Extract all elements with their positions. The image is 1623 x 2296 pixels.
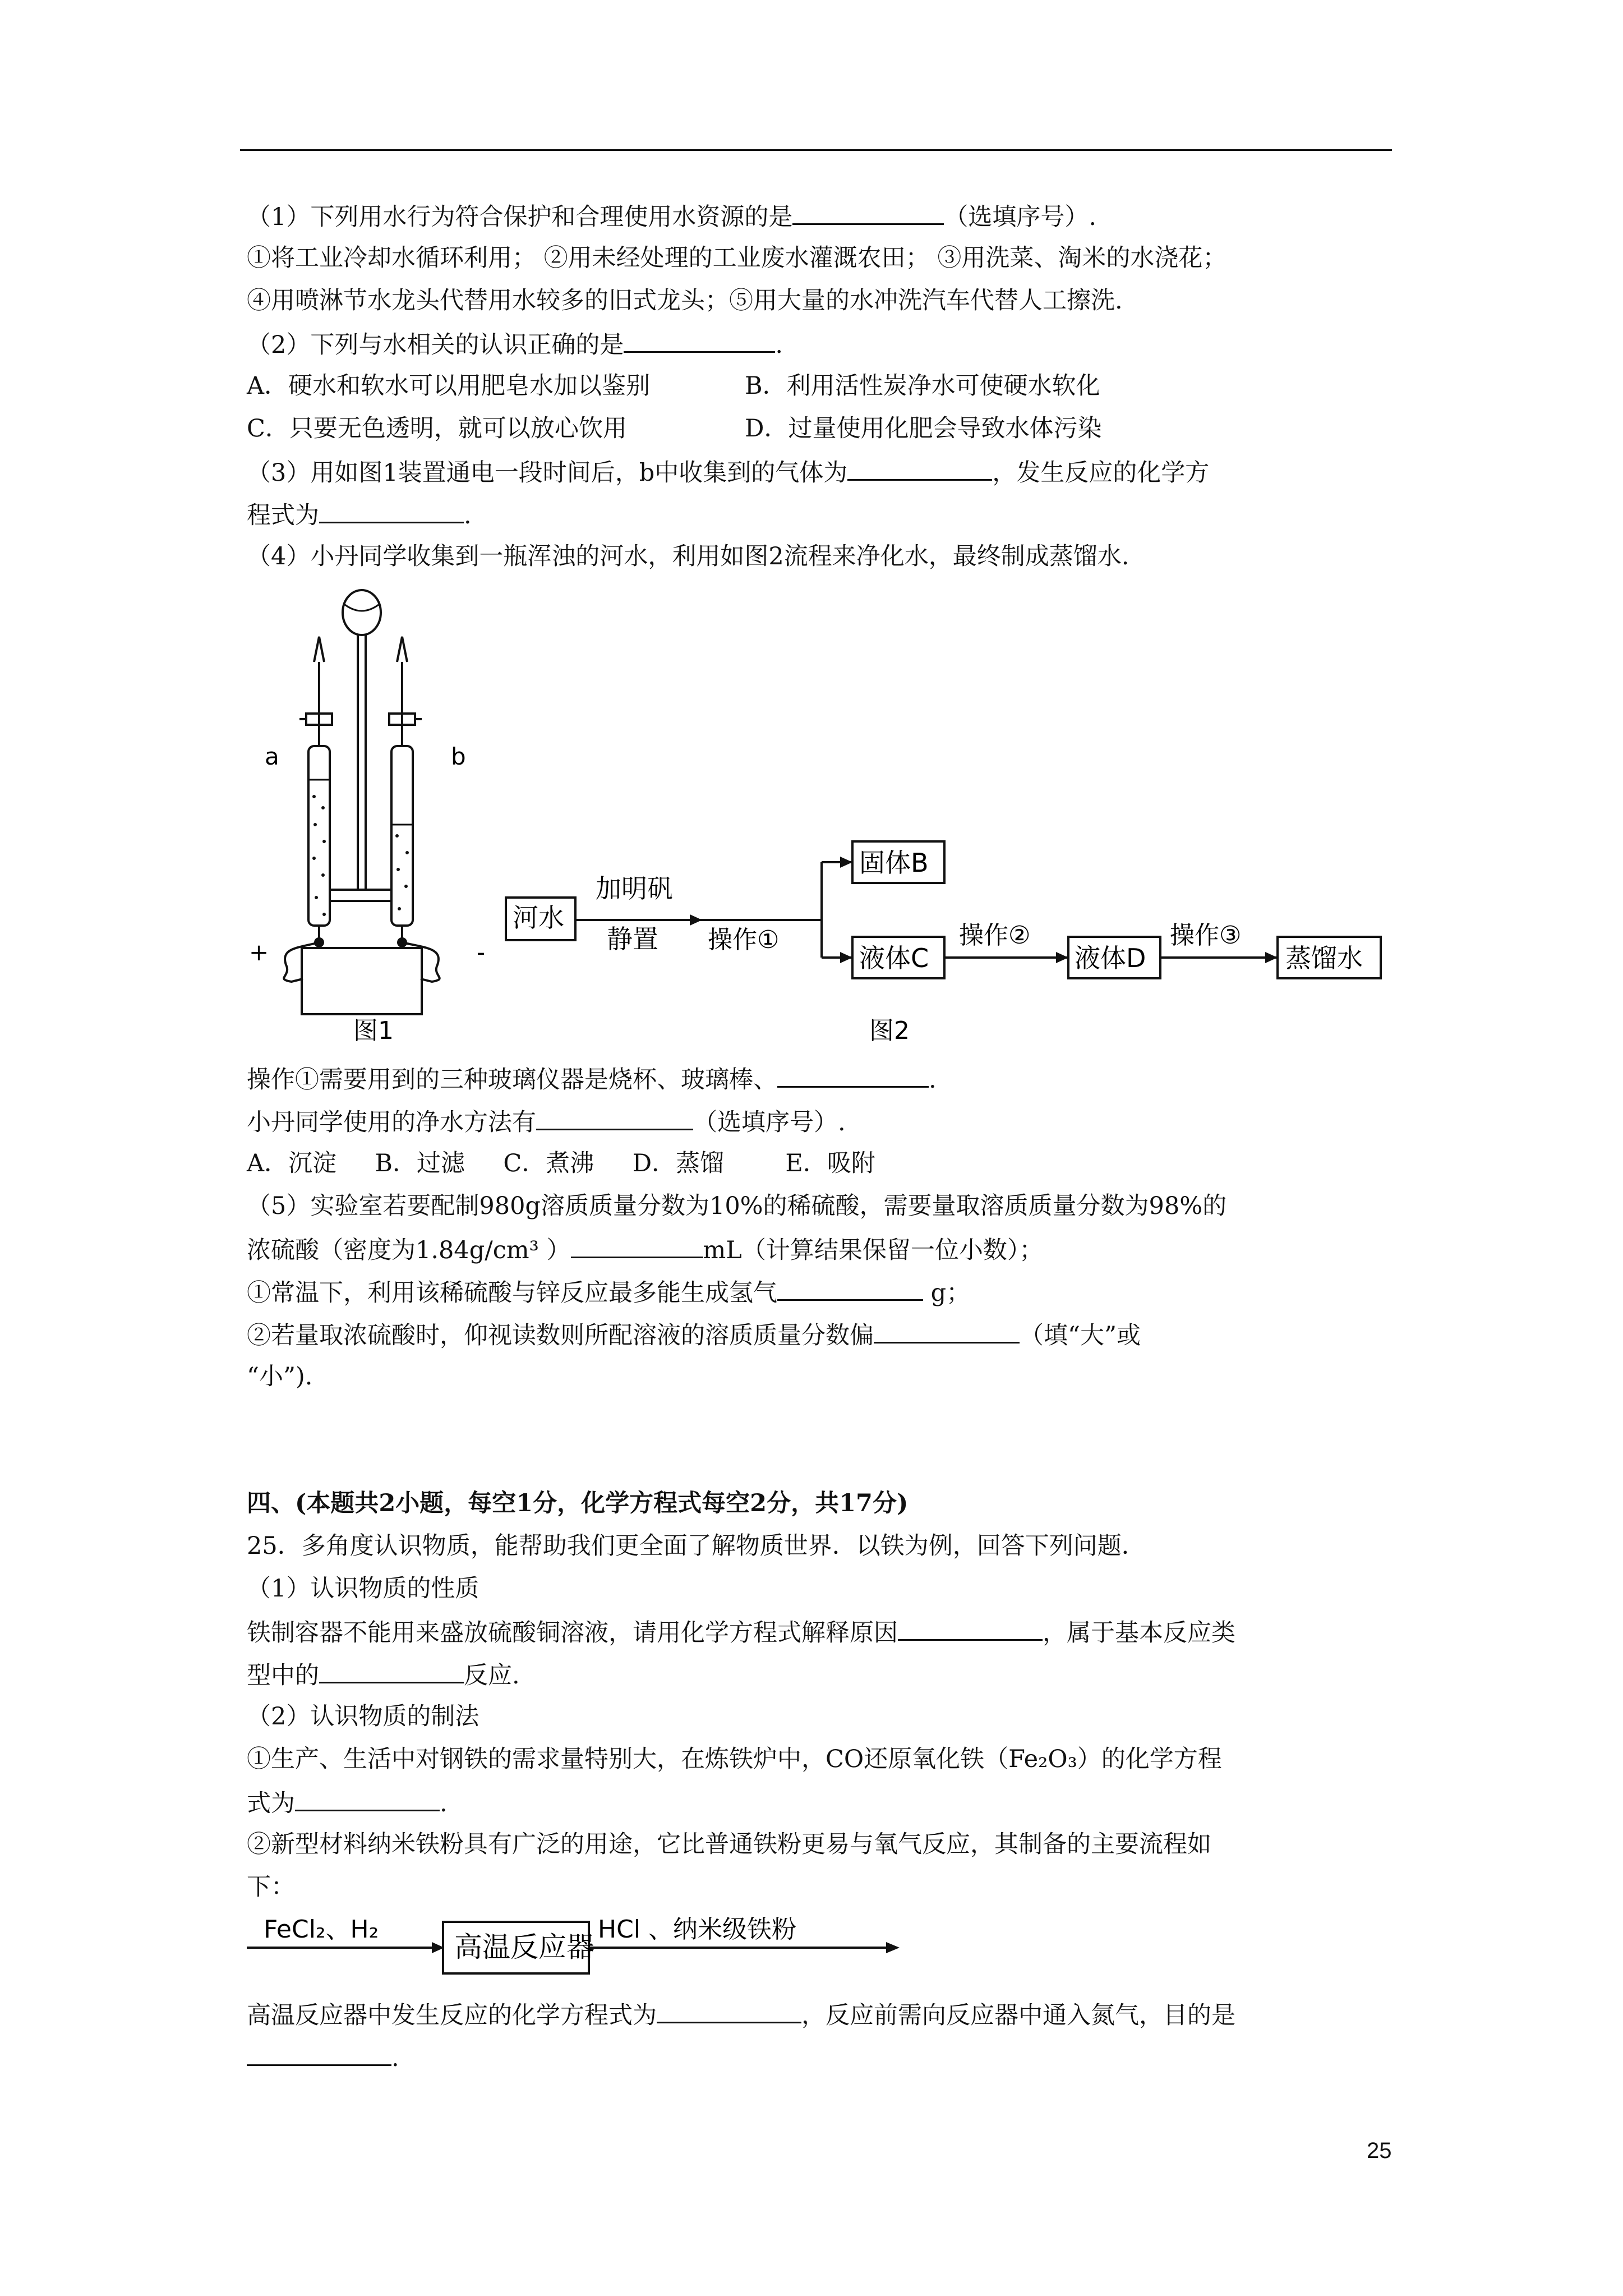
q25-stem: 25．多角度认识物质，能帮助我们更全面了解物质世界．以铁为例，回答下列问题．: [247, 1532, 1146, 1560]
q4-op1-end: .: [929, 1066, 937, 1094]
flow-input-text: FeCl₂、H₂: [264, 1915, 379, 1944]
q2-stem: [247, 326, 783, 362]
q25-p1-text-2-end: 反应.: [464, 1662, 520, 1690]
power-supply: [302, 948, 422, 1014]
text-distilled-water: 蒸馏水: [1285, 943, 1363, 973]
q5-text-4: ②若量取浓硫酸时，仰视读数则所配溶液的溶质质量分数偏: [247, 1322, 874, 1350]
q2-option-d: D．过量使用化肥会导致水体污染: [745, 415, 1102, 443]
q25-p1-text-2: 型中的: [247, 1662, 319, 1690]
q4-methods-blank[interactable]: [536, 1104, 693, 1130]
q25-part2-line2: [247, 1785, 448, 1820]
text-operation-1: 操作①: [708, 926, 780, 954]
q2-options-row2: [247, 412, 1102, 445]
figure-1-caption: 图1: [353, 1016, 394, 1045]
q3-text-cont: ，发生反应的化学方: [992, 459, 1210, 487]
q1-stem-text: （1）下列用水行为符合保护和合理使用水资源的是: [247, 203, 793, 231]
q5-text-3: ①常温下，利用该稀硫酸与锌反应最多能生成氢气: [247, 1279, 777, 1307]
q4-methods-text: 小丹同学使用的净水方法有: [247, 1108, 536, 1137]
q25-p2-text-2: 式为: [247, 1789, 295, 1818]
figure-2-purification-flow: [499, 836, 1396, 1049]
q5-bias-blank[interactable]: [874, 1317, 1020, 1343]
text-settle: 静置: [607, 924, 658, 954]
label-b: b: [451, 743, 466, 770]
q2-stem-suffix: .: [775, 331, 783, 359]
q4-method-options: A．沉淀 B．过滤 C．煮沸 D．蒸馏 E．吸附: [247, 1149, 875, 1177]
q25-p2-text-5-cont: ，反应前需向反应器中通入氮气，目的是: [801, 2001, 1235, 2030]
q5-text-2: 浓硫酸（密度为1.84g/cm³ ）: [247, 1236, 571, 1264]
q25-p2-text-2-end: .: [440, 1789, 448, 1818]
q3-line1: [247, 454, 1209, 490]
q25-part2-line1: ①生产、生活中对钢铁的需求量特别大，在炼铁炉中，CO还原氧化铁（Fe₂O₃）的化学方程: [247, 1745, 1222, 1773]
q25-part2-line4: 下：: [247, 1873, 295, 1901]
q5-text-4-end: （填“大”或: [1020, 1322, 1141, 1350]
q2-options-row1: [247, 369, 1100, 403]
flow-output-text: HCl 、纳米级铁粉: [598, 1915, 797, 1944]
q25-p1-text: 铁制容器不能用来盛放硫酸铜溶液，请用化学方程式解释原因: [247, 1619, 898, 1647]
q1-options-line2: ④用喷淋节水龙头代替用水较多的旧式龙头；⑤用大量的水冲洗汽车代替人工擦洗.: [247, 287, 1123, 315]
header-rule: [240, 149, 1392, 151]
q5-line3: [247, 1274, 970, 1310]
q5-line2: [247, 1232, 1043, 1267]
q5-text-3-end: g；: [923, 1279, 971, 1307]
q2-option-c: C．只要无色透明，就可以放心饮用: [247, 415, 627, 443]
q25-nitrogen-purpose-blank[interactable]: [247, 2040, 391, 2066]
text-solid-b: 固体B: [859, 848, 929, 878]
q5-line5: “小”).: [247, 1363, 313, 1391]
q4-methods-end: （选填序号）.: [693, 1108, 846, 1137]
q3-text-2-end: .: [464, 501, 472, 530]
text-operation-2: 操作②: [959, 921, 1031, 950]
label-minus: -: [477, 938, 486, 966]
q1-stem-suffix: （选填序号）.: [944, 203, 1097, 231]
q25-part2-line6: [247, 2040, 399, 2075]
q3-line2: [247, 497, 472, 532]
q25-p1-equation-blank[interactable]: [898, 1614, 1043, 1641]
label-a: a: [265, 743, 279, 770]
q25-p1-type-blank[interactable]: [319, 1657, 464, 1683]
section-4-heading: 四、(本题共2小题，每空1分，化学方程式每空2分，共17分): [247, 1489, 909, 1517]
q5-text-2-end: mL（计算结果保留一位小数）；: [703, 1236, 1044, 1264]
q25-p2-text-5: 高温反应器中发生反应的化学方程式为: [247, 2001, 657, 2030]
text-liquid-d: 液体D: [1075, 943, 1146, 973]
q2-option-a: A．硬水和软水可以用肥皂水加以鉴别: [247, 372, 651, 400]
q25-p2-equation-blank[interactable]: [295, 1785, 440, 1811]
q25-part1-title: （1）认识物质的性质: [247, 1575, 479, 1603]
q2-answer-blank[interactable]: [624, 326, 775, 353]
q2-option-b: B．利用活性炭净水可使硬水软化: [745, 372, 1100, 400]
q25-part1-line2: [247, 1657, 520, 1692]
text-add-alum: 加明矾: [596, 873, 673, 904]
tube-b: [391, 746, 413, 926]
tube-a: [308, 746, 330, 926]
q2-stem-text: （2）下列与水相关的认识正确的是: [247, 331, 624, 359]
q4-methods-line: [247, 1104, 846, 1139]
q5-line4: [247, 1317, 1141, 1352]
q25-part1-line1: [247, 1614, 1235, 1650]
q25-part2-line5: [247, 1997, 1235, 2032]
q25-part2-title: （2）认识物质的制法: [247, 1703, 479, 1731]
q5-line1: （5）实验室若要配制980g溶质质量分数为10%的稀硫酸，需要量取溶质质量分数为98%的: [247, 1192, 1227, 1220]
q4-operation1-line: [247, 1061, 937, 1097]
figure-2-caption: 图2: [869, 1016, 910, 1045]
q25-p1-text-cont: ，属于基本反应类: [1043, 1619, 1235, 1647]
q1-answer-blank[interactable]: [792, 199, 944, 225]
q25-reactor-equation-blank[interactable]: [657, 1997, 801, 2023]
funnel-bulb: [343, 590, 381, 635]
label-plus: +: [249, 938, 269, 966]
q5-hydrogen-blank[interactable]: [777, 1274, 923, 1301]
flow-reactor-text: 高温反应器: [454, 1931, 594, 1963]
q3-text: （3）用如图1装置通电一段时间后，b中收集到的气体为: [247, 459, 848, 487]
q3-text-2: 程式为: [247, 501, 319, 530]
q25-part2-line3: ②新型材料纳米铁粉具有广泛的用途，它比普通铁粉更易与氧气反应，其制备的主要流程如: [247, 1830, 1211, 1858]
q3-gas-blank[interactable]: [847, 454, 992, 481]
text-river-water: 河水: [513, 903, 564, 933]
q25-p2-text-6-end: .: [391, 2044, 399, 2072]
page-number: 25: [1367, 2138, 1392, 2163]
q4-op1-text: 操作①需要用到的三种玻璃仪器是烧杯、玻璃棒、: [247, 1066, 777, 1094]
q1-stem: [247, 199, 1096, 234]
q5-volume-blank[interactable]: [571, 1232, 703, 1258]
nano-iron-flow-diagram: [241, 1907, 914, 1980]
q1-options-line1: ①将工业冷却水循环利用； ②用未经处理的工业废水灌溉农田； ③用洗菜、淘米的水浇花；: [247, 244, 1227, 272]
text-liquid-c: 液体C: [859, 943, 929, 973]
figure-1-electrolysis-apparatus: [241, 583, 510, 1049]
q4-intro: （4）小丹同学收集到一瓶浑浊的河水，利用如图2流程来净化水，最终制成蒸馏水.: [247, 542, 1129, 570]
q3-equation-blank[interactable]: [319, 497, 464, 523]
text-operation-3: 操作③: [1170, 921, 1242, 950]
q4-op1-blank[interactable]: [777, 1061, 929, 1088]
